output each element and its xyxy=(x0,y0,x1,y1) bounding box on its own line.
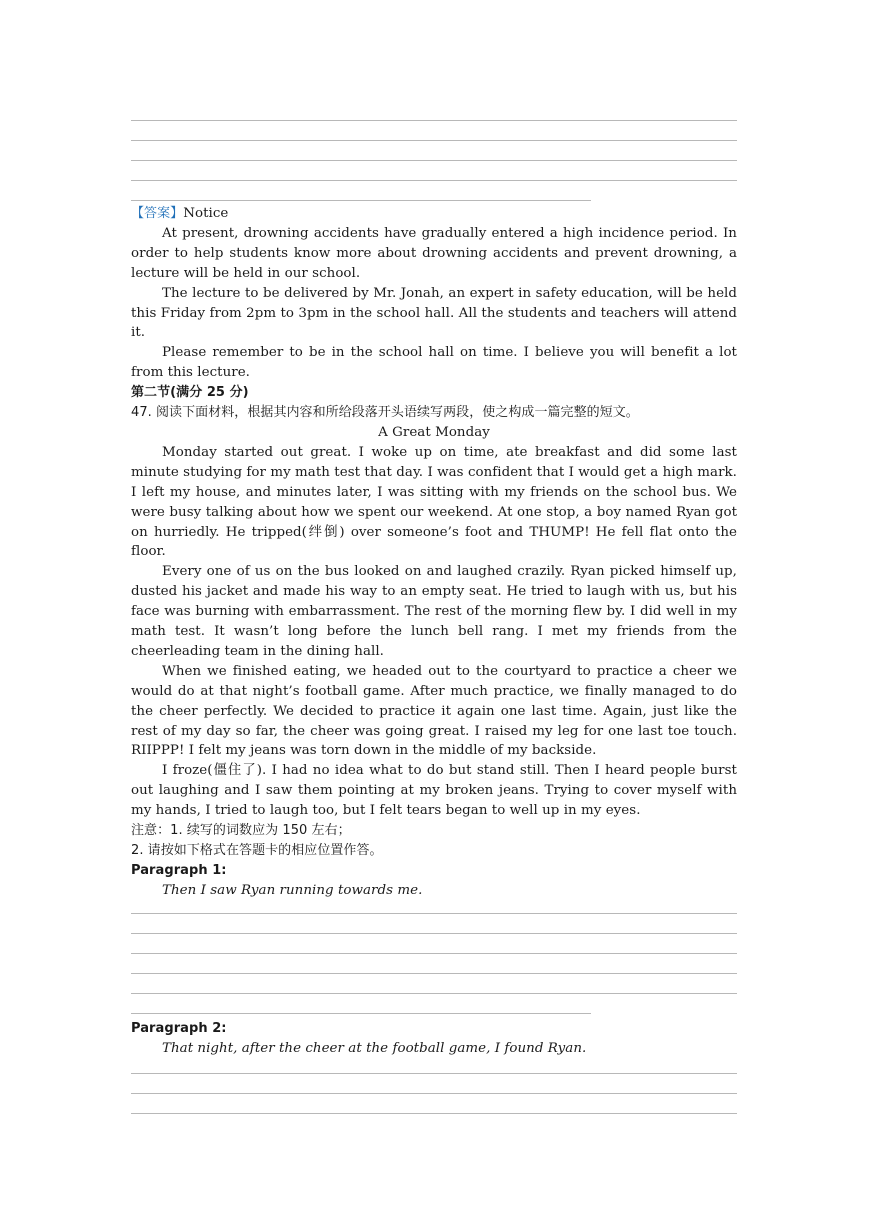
story-paragraph: Monday started out great. I woke up on time, ate breakfast and did some last minute studying for my math test that day. I was confident that I would get a high mark. I left my house, and minutes later, I was sitting with my friends on the school bus. We were busy talking about how we spent our weekend. At one stop, a boy named Ryan got on hurriedly. He tripped(绊倒) over someone’s foot and THUMP! He fell flat onto the floor. xyxy=(131,444,737,560)
answer-paragraph: At present, drowning accidents have gradually entered a high incidence period. In order to help students know more about drowning accidents and prevent drowning, a lecture will be held in our school. xyxy=(131,225,737,281)
paragraph-1-lines xyxy=(131,913,737,1014)
answer-heading xyxy=(131,204,737,224)
paragraph-2-label: Paragraph 2: xyxy=(131,1021,227,1036)
story-title: A Great Monday xyxy=(378,424,490,440)
answer-title: Notice xyxy=(183,206,229,221)
answer-line xyxy=(131,200,591,201)
question-prompt: 47. 阅读下面材料，根据其内容和所给段落开头语续写两段，使之构成一篇完整的短文。 xyxy=(131,405,639,421)
story-paragraph: Every one of us on the bus looked on and laughed crazily. Ryan picked himself up, dusted his jacket and made his way to an empty seat. He tried to laugh with us, but his face was burning with embarrassment. The rest of the morning flew by. I did well in my math test. It wasn’t long before the lunch bell rang. I met my friends from the cheerleading team in the dining hall. xyxy=(131,564,737,659)
story-paragraph: When we finished eating, we headed out to the courtyard to practice a cheer we would do at that night’s football game. After much practice, we finally managed to do the cheer perfectly. We decided to practice it again one last time. Again, just like the rest of my day so far, the cheer was going great. I raised my leg for one last toe touch. RIIPPP! I felt my jeans was torn down in the middle of my backside. xyxy=(131,663,737,759)
answer-line xyxy=(131,1013,591,1014)
paragraph-2-block xyxy=(131,1019,737,1059)
paragraph-2-start: That night, after the cheer at the football game, I found Ryan. xyxy=(162,1040,587,1056)
paragraph-2-lines xyxy=(131,1073,737,1114)
answer-label: 【答案】 xyxy=(131,206,184,221)
note-2: 2. 请按如下格式在答题卡的相应位置作答。 xyxy=(131,843,383,858)
answer-paragraph: The lecture to be delivered by Mr. Jonah, an expert in safety education, will be held this Friday from 2pm to 3pm in the school hall. All the students and teachers will attend it. xyxy=(131,285,737,341)
answer-line xyxy=(131,1113,737,1114)
paragraph-1-start: Then I saw Ryan running towards me. xyxy=(162,882,423,898)
section-heading: 第二节(满分 25 分) xyxy=(131,385,249,401)
answer-block xyxy=(131,204,737,901)
story-paragraph: I froze(僵住了). I had no idea what to do but stand still. Then I heard people burst out laughing and I saw them pointing at my broken jeans. Trying to cover myself with my hands, I tried to laugh too, but I felt tears began to well up in my eyes. xyxy=(131,763,737,819)
note-1: 注意：1. 续写的词数应为 150 左右； xyxy=(131,823,351,839)
answer-paragraph: Please remember to be in the school hall on time. I believe you will benefit a lot from this lecture. xyxy=(131,345,737,381)
answer-lines-top xyxy=(131,120,737,201)
paragraph-1-label: Paragraph 1: xyxy=(131,862,227,878)
